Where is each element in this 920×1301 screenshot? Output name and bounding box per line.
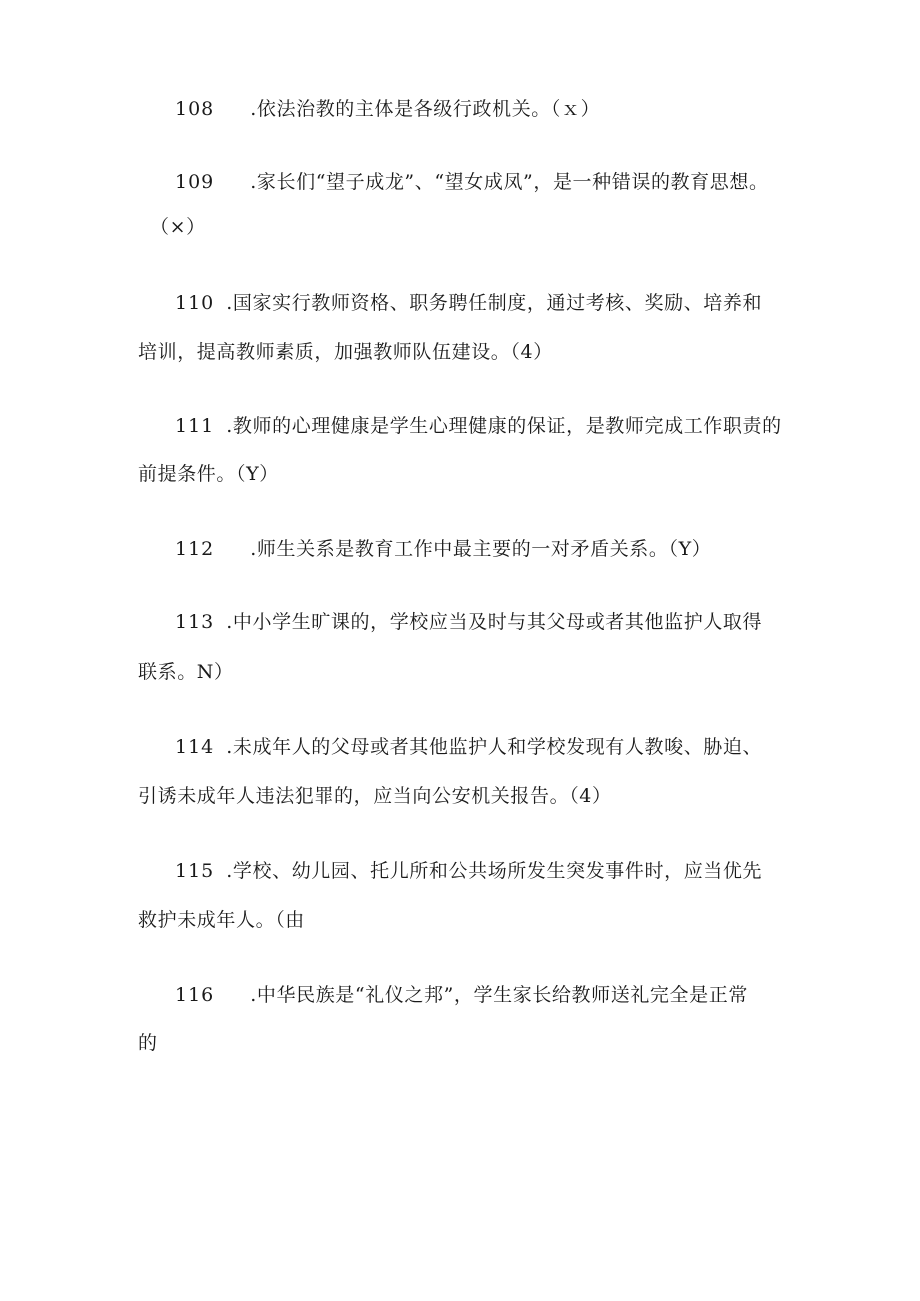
item-text-continued: 的 [138,1032,158,1054]
item-113-line-2 [138,660,234,684]
item-111-line-2 [138,462,279,486]
item-116-line-1 [175,983,748,1007]
item-108-line-1 [175,97,600,121]
item-number: 110 [175,292,215,314]
item-text: .学校、幼儿园、托儿所和公共场所发生突发事件时，应当优先 [226,860,763,882]
item-109-line-1 [175,170,769,194]
item-text: .中小学生旷课的，学校应当及时与其父母或者其他监护人取得 [226,611,763,633]
item-text: .家长们“望子成龙”、“望女成凤”，是一种错误的教育思想。 [250,171,769,193]
item-113-line-1 [175,610,762,634]
item-text-continued: 联系。N） [138,661,234,683]
item-text-continued: 培训，提高教师素质，加强教师队伍建设。（4） [138,341,553,363]
item-text-continued: （×） [150,216,206,238]
item-110-line-1 [175,291,762,315]
item-number: 116 [175,984,215,1006]
item-text: .国家实行教师资格、职务聘任制度，通过考核、奖励、培养和 [226,292,763,314]
item-number: 113 [175,611,215,633]
item-number: 108 [175,98,215,120]
item-111-line-1 [175,414,782,438]
item-number: 114 [175,736,215,758]
item-number: 115 [175,860,215,882]
item-text: .中华民族是“礼仪之邦”，学生家长给教师送礼完全是正常 [250,984,748,1006]
item-text-continued: 前提条件。（Y） [138,463,279,485]
item-109-line-2 [150,215,206,239]
item-114-line-2 [138,784,612,808]
item-text: .师生关系是教育工作中最主要的一对矛盾关系。（Y） [250,538,712,560]
item-116-line-2 [138,1031,158,1055]
item-text: .依法治教的主体是各级行政机关。（ｘ） [250,98,601,120]
item-number: 109 [175,171,215,193]
item-text-continued: 救护未成年人。（由 [138,909,305,931]
item-number: 111 [175,415,215,437]
item-114-line-1 [175,735,762,759]
item-110-line-2 [138,340,553,364]
item-text-continued: 引诱未成年人违法犯罪的，应当向公安机关报告。（4） [138,785,612,807]
item-115-line-1 [175,859,762,883]
item-text: .未成年人的父母或者其他监护人和学校发现有人教唆、胁迫、 [226,736,763,758]
item-number: 112 [175,538,215,560]
item-112-line-1 [175,537,711,561]
item-115-line-2 [138,908,305,932]
item-text: .教师的心理健康是学生心理健康的保证，是教师完成工作职责的 [226,415,782,437]
